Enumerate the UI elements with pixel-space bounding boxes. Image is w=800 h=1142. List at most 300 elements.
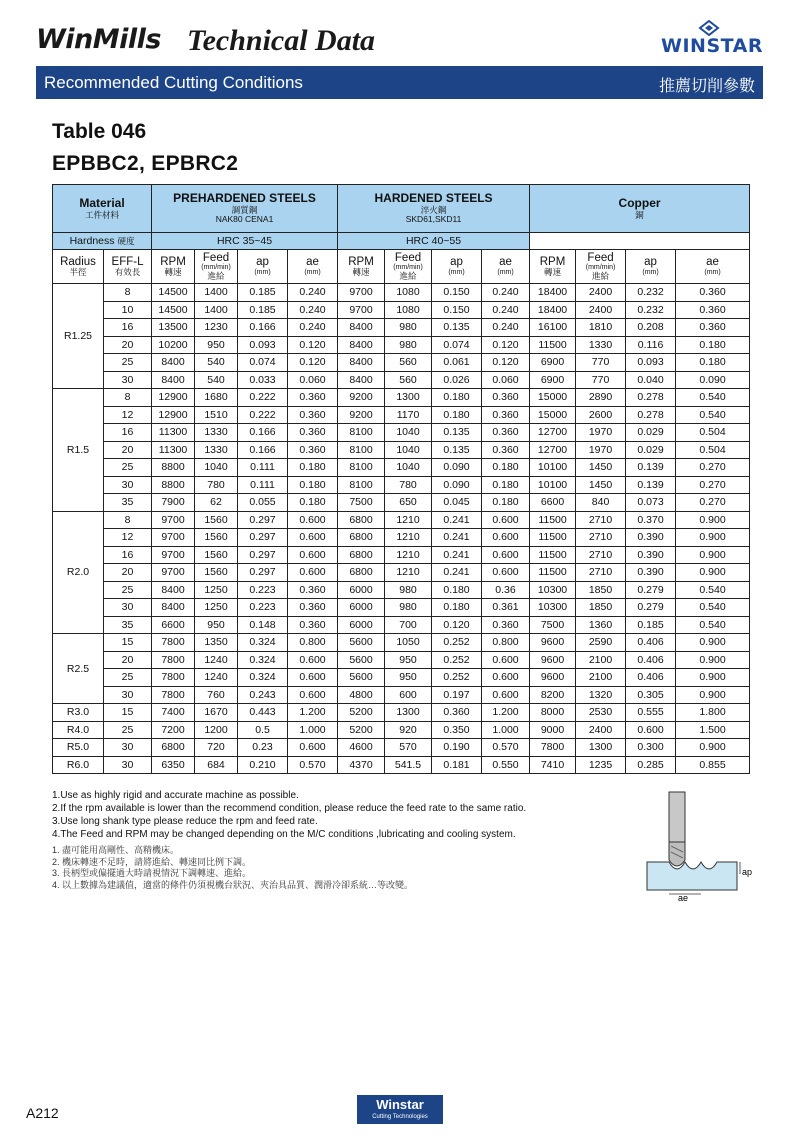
table-row — [53, 441, 750, 459]
value-cell: 2710 — [576, 546, 626, 564]
value-cell: 0.029 — [626, 441, 676, 459]
value-cell: 0.241 — [432, 529, 482, 547]
banner-title-cn: 推薦切削參數 — [658, 78, 755, 95]
value-cell: 0.116 — [626, 336, 676, 354]
value-cell: 0.240 — [288, 284, 338, 302]
value-cell: 0.241 — [432, 546, 482, 564]
value-cell: 1210 — [385, 564, 432, 582]
value-cell: 0.223 — [238, 599, 288, 617]
value-cell: 0.150 — [432, 301, 482, 319]
rpm-header: RPM 轉速 — [530, 250, 576, 284]
value-cell: 1850 — [576, 581, 626, 599]
value-cell: 0.600 — [288, 651, 338, 669]
value-cell: 7800 — [152, 651, 195, 669]
table-row — [53, 511, 750, 529]
value-cell: 0.061 — [432, 354, 482, 372]
value-cell: 0.855 — [676, 756, 750, 774]
value-cell: 12700 — [530, 441, 576, 459]
value-cell: 0.180 — [676, 354, 750, 372]
value-cell: 7410 — [530, 756, 576, 774]
value-cell: 0.360 — [482, 616, 530, 634]
value-cell: 5600 — [338, 669, 385, 687]
value-cell: 8400 — [338, 354, 385, 372]
value-cell: 0.222 — [238, 406, 288, 424]
value-cell: 0.324 — [238, 669, 288, 687]
note-line: 1.Use as highly rigid and accurate machine as possible. — [52, 790, 299, 801]
value-cell: 62 — [195, 494, 238, 512]
value-cell: 0.305 — [626, 686, 676, 704]
value-cell: 18400 — [530, 284, 576, 302]
value-cell: 1560 — [195, 546, 238, 564]
value-cell: 600 — [385, 686, 432, 704]
group-header-hardened: HARDENED STEELS 淬火鋼 SKD61,SKD11 — [338, 185, 530, 233]
ae-label: ae — [678, 893, 689, 902]
value-cell: 7800 — [152, 686, 195, 704]
value-cell: 1450 — [576, 476, 626, 494]
value-cell: 0.600 — [482, 511, 530, 529]
value-cell: 950 — [195, 336, 238, 354]
value-cell: 0.139 — [626, 459, 676, 477]
value-cell: 8100 — [338, 441, 385, 459]
radius-cell: R1.25 — [53, 284, 104, 389]
value-cell: 1040 — [385, 441, 432, 459]
value-cell: 4370 — [338, 756, 385, 774]
hardness-copper — [530, 233, 750, 250]
value-cell: 1300 — [576, 739, 626, 757]
value-cell: 0.600 — [288, 739, 338, 757]
value-cell: 1560 — [195, 564, 238, 582]
value-cell: 0.139 — [626, 476, 676, 494]
value-cell: 9700 — [338, 301, 385, 319]
value-cell: 8800 — [152, 476, 195, 494]
value-cell: 0.600 — [482, 669, 530, 687]
section-banner — [36, 66, 763, 99]
value-cell: 0.180 — [432, 406, 482, 424]
value-cell: 0.285 — [626, 756, 676, 774]
value-cell: 1810 — [576, 319, 626, 337]
value-cell: 2890 — [576, 389, 626, 407]
value-cell: 1240 — [195, 651, 238, 669]
value-cell: 0.033 — [238, 371, 288, 389]
value-cell: 0.540 — [676, 406, 750, 424]
value-cell: 6800 — [338, 529, 385, 547]
table-row — [53, 669, 750, 687]
value-cell: 0.555 — [626, 704, 676, 722]
value-cell: 0.900 — [676, 634, 750, 652]
value-cell: 0.324 — [238, 651, 288, 669]
radius-cell: R5.0 — [53, 739, 104, 757]
value-cell: 0.297 — [238, 511, 288, 529]
ap-label: ap — [742, 867, 753, 877]
value-cell: 0.055 — [238, 494, 288, 512]
value-cell: 8200 — [530, 686, 576, 704]
value-cell: 0.361 — [482, 599, 530, 617]
value-cell: 0.208 — [626, 319, 676, 337]
value-cell: 5200 — [338, 704, 385, 722]
effl-header: EFF-L 有效長 — [104, 250, 152, 284]
value-cell: 0.36 — [482, 581, 530, 599]
value-cell: 770 — [576, 354, 626, 372]
value-cell: 0.390 — [626, 529, 676, 547]
value-cell: 0.241 — [432, 564, 482, 582]
value-cell: 0.180 — [482, 494, 530, 512]
effl-cell: 8 — [104, 389, 152, 407]
value-cell: 9600 — [530, 651, 576, 669]
value-cell: 0.360 — [482, 424, 530, 442]
value-cell: 0.060 — [288, 371, 338, 389]
value-cell: 700 — [385, 616, 432, 634]
value-cell: 1210 — [385, 546, 432, 564]
value-cell: 0.550 — [482, 756, 530, 774]
value-cell: 6900 — [530, 371, 576, 389]
value-cell: 14500 — [152, 284, 195, 302]
value-cell: 0.900 — [676, 511, 750, 529]
effl-cell: 20 — [104, 336, 152, 354]
value-cell: 7900 — [152, 494, 195, 512]
value-cell: 0.570 — [288, 756, 338, 774]
value-cell: 1300 — [385, 704, 432, 722]
value-cell: 0.270 — [676, 494, 750, 512]
value-cell: 0.120 — [288, 354, 338, 372]
value-cell: 1250 — [195, 599, 238, 617]
value-cell: 0.600 — [288, 529, 338, 547]
value-cell: 1330 — [576, 336, 626, 354]
table-row — [53, 284, 750, 302]
effl-cell: 10 — [104, 301, 152, 319]
value-cell: 0.135 — [432, 424, 482, 442]
value-cell: 0.297 — [238, 529, 288, 547]
value-cell: 0.180 — [288, 459, 338, 477]
value-cell: 0.045 — [432, 494, 482, 512]
value-cell: 10100 — [530, 476, 576, 494]
value-cell: 1050 — [385, 634, 432, 652]
value-cell: 0.252 — [432, 669, 482, 687]
value-cell: 9700 — [152, 529, 195, 547]
page-number: A212 — [26, 1105, 59, 1121]
value-cell: 1.800 — [676, 704, 750, 722]
table-row — [53, 336, 750, 354]
ap-header: ap (mm) — [626, 250, 676, 284]
value-cell: 0.297 — [238, 564, 288, 582]
note-line-cn: 1. 盡可能用高剛性、高精機床。 — [52, 845, 180, 855]
note-line: 2.If the rpm available is lower than the recommend condition, please reduce the feed rate to the same ratio. — [52, 803, 527, 814]
value-cell: 11500 — [530, 529, 576, 547]
value-cell: 0.570 — [482, 739, 530, 757]
value-cell: 950 — [385, 651, 432, 669]
effl-cell: 16 — [104, 546, 152, 564]
value-cell: 9200 — [338, 389, 385, 407]
value-cell: 0.900 — [676, 529, 750, 547]
value-cell: 0.504 — [676, 441, 750, 459]
table-row — [53, 581, 750, 599]
value-cell: 0.600 — [482, 529, 530, 547]
value-cell: 6800 — [338, 546, 385, 564]
value-cell: 0.600 — [626, 721, 676, 739]
value-cell: 0.406 — [626, 669, 676, 687]
value-cell: 7800 — [152, 634, 195, 652]
value-cell: 0.270 — [676, 459, 750, 477]
cutting-diagram — [645, 790, 753, 902]
table-row — [53, 389, 750, 407]
value-cell: 1510 — [195, 406, 238, 424]
value-cell: 1350 — [195, 634, 238, 652]
value-cell: 0.166 — [238, 319, 288, 337]
value-cell: 0.406 — [626, 651, 676, 669]
value-cell: 4800 — [338, 686, 385, 704]
value-cell: 0.180 — [432, 581, 482, 599]
effl-cell: 35 — [104, 616, 152, 634]
value-cell: 0.240 — [482, 284, 530, 302]
value-cell: 1400 — [195, 284, 238, 302]
value-cell: 0.270 — [676, 476, 750, 494]
material-header: Material 工件材料 — [53, 185, 152, 233]
value-cell: 780 — [195, 476, 238, 494]
table-row — [53, 546, 750, 564]
value-cell: 0.090 — [432, 459, 482, 477]
value-cell: 5600 — [338, 651, 385, 669]
note-line-cn: 3. 長柄型或偏擺過大時請視情況下調轉速、進給。 — [52, 868, 252, 878]
value-cell: 0.074 — [432, 336, 482, 354]
value-cell: 1300 — [385, 389, 432, 407]
value-cell: 720 — [195, 739, 238, 757]
value-cell: 0.243 — [238, 686, 288, 704]
value-cell: 7500 — [530, 616, 576, 634]
value-cell: 1200 — [195, 721, 238, 739]
value-cell: 7800 — [152, 669, 195, 687]
table-row — [53, 424, 750, 442]
value-cell: 5600 — [338, 634, 385, 652]
value-cell: 0.240 — [288, 301, 338, 319]
hardness-label: Hardness 硬度 — [53, 233, 152, 250]
value-cell: 10100 — [530, 459, 576, 477]
value-cell: 0.540 — [676, 581, 750, 599]
note-line: 3.Use long shank type please reduce the rpm and feed rate. — [52, 816, 318, 827]
value-cell: 2710 — [576, 511, 626, 529]
value-cell: 1040 — [385, 424, 432, 442]
value-cell: 0.252 — [432, 651, 482, 669]
value-cell: 0.600 — [288, 686, 338, 704]
effl-cell: 16 — [104, 319, 152, 337]
table-row — [53, 406, 750, 424]
value-cell: 0.111 — [238, 459, 288, 477]
value-cell: 10200 — [152, 336, 195, 354]
value-cell: 0.540 — [676, 599, 750, 617]
rpm-header: RPM 轉速 — [152, 250, 195, 284]
value-cell: 0.297 — [238, 546, 288, 564]
ae-header: ae (mm) — [288, 250, 338, 284]
value-cell: 1210 — [385, 511, 432, 529]
value-cell: 1970 — [576, 441, 626, 459]
value-cell: 1680 — [195, 389, 238, 407]
value-cell: 6000 — [338, 599, 385, 617]
value-cell: 950 — [195, 616, 238, 634]
table-row — [53, 599, 750, 617]
value-cell: 15000 — [530, 389, 576, 407]
value-cell: 1235 — [576, 756, 626, 774]
effl-cell: 12 — [104, 529, 152, 547]
value-cell: 0.360 — [288, 389, 338, 407]
value-cell: 1450 — [576, 459, 626, 477]
ae-header: ae (mm) — [676, 250, 750, 284]
feed-header: Feed (mm/min) 進給 — [195, 250, 238, 284]
value-cell: 1.200 — [288, 704, 338, 722]
value-cell: 0.090 — [676, 371, 750, 389]
value-cell: 1210 — [385, 529, 432, 547]
radius-cell: R6.0 — [53, 756, 104, 774]
value-cell: 11500 — [530, 336, 576, 354]
value-cell: 8400 — [338, 319, 385, 337]
value-cell: 1330 — [195, 441, 238, 459]
value-cell: 1850 — [576, 599, 626, 617]
value-cell: 2400 — [576, 284, 626, 302]
value-cell: 0.600 — [288, 511, 338, 529]
value-cell: 0.029 — [626, 424, 676, 442]
value-cell: 12900 — [152, 406, 195, 424]
value-cell: 0.540 — [676, 389, 750, 407]
value-cell: 8400 — [152, 371, 195, 389]
value-cell: 0.360 — [482, 441, 530, 459]
value-cell: 0.900 — [676, 564, 750, 582]
footer-logo-text: Winstar — [376, 1097, 424, 1112]
value-cell: 4600 — [338, 739, 385, 757]
value-cell: 1250 — [195, 581, 238, 599]
value-cell: 0.504 — [676, 424, 750, 442]
value-cell: 2400 — [576, 721, 626, 739]
radius-cell: R1.5 — [53, 389, 104, 512]
page-header — [0, 0, 800, 66]
logo-mark-icon — [698, 20, 720, 36]
value-cell: 0.360 — [288, 581, 338, 599]
value-cell: 1.500 — [676, 721, 750, 739]
note-line-cn: 2. 機床轉速不足時，請將進給、轉速同比例下調。 — [52, 856, 252, 867]
table-number: Table 046 — [52, 120, 147, 143]
ap-header: ap (mm) — [238, 250, 288, 284]
radius-header: Radius 半徑 — [53, 250, 104, 284]
value-cell: 840 — [576, 494, 626, 512]
effl-cell: 30 — [104, 476, 152, 494]
value-cell: 0.240 — [482, 319, 530, 337]
value-cell: 0.135 — [432, 319, 482, 337]
value-cell: 6900 — [530, 354, 576, 372]
value-cell: 0.197 — [432, 686, 482, 704]
value-cell: 8400 — [152, 354, 195, 372]
value-cell: 0.185 — [238, 301, 288, 319]
value-cell: 0.120 — [288, 336, 338, 354]
value-cell: 0.252 — [432, 634, 482, 652]
value-cell: 6350 — [152, 756, 195, 774]
value-cell: 920 — [385, 721, 432, 739]
value-cell: 6000 — [338, 581, 385, 599]
value-cell: 0.090 — [432, 476, 482, 494]
value-cell: 1080 — [385, 301, 432, 319]
value-cell: 0.600 — [482, 564, 530, 582]
value-cell: 0.600 — [482, 546, 530, 564]
value-cell: 980 — [385, 336, 432, 354]
value-cell: 1560 — [195, 511, 238, 529]
value-cell: 0.5 — [238, 721, 288, 739]
effl-cell: 8 — [104, 511, 152, 529]
cutting-conditions-table — [52, 184, 750, 774]
value-cell: 5200 — [338, 721, 385, 739]
value-cell: 0.600 — [482, 651, 530, 669]
value-cell: 7800 — [530, 739, 576, 757]
value-cell: 11500 — [530, 546, 576, 564]
value-cell: 8400 — [338, 336, 385, 354]
value-cell: 1400 — [195, 301, 238, 319]
value-cell: 8800 — [152, 459, 195, 477]
effl-cell: 15 — [104, 634, 152, 652]
value-cell: 0.360 — [482, 406, 530, 424]
value-cell: 2100 — [576, 651, 626, 669]
value-cell: 0.180 — [482, 459, 530, 477]
effl-cell: 20 — [104, 441, 152, 459]
value-cell: 6800 — [338, 564, 385, 582]
value-cell: 9700 — [152, 511, 195, 529]
feed-header: Feed (mm/min) 進給 — [576, 250, 626, 284]
hardness-prehardened: HRC 35~45 — [152, 233, 338, 250]
value-cell: 1670 — [195, 704, 238, 722]
value-cell: 0.093 — [238, 336, 288, 354]
value-cell: 0.148 — [238, 616, 288, 634]
value-cell: 0.278 — [626, 389, 676, 407]
value-cell: 8400 — [152, 599, 195, 617]
value-cell: 0.240 — [482, 301, 530, 319]
table-row — [53, 371, 750, 389]
value-cell: 0.360 — [676, 319, 750, 337]
value-cell: 0.370 — [626, 511, 676, 529]
value-cell: 0.026 — [432, 371, 482, 389]
table-row — [53, 616, 750, 634]
value-cell: 7400 — [152, 704, 195, 722]
value-cell: 8400 — [152, 581, 195, 599]
value-cell: 560 — [385, 354, 432, 372]
value-cell: 0.360 — [288, 424, 338, 442]
value-cell: 0.093 — [626, 354, 676, 372]
value-cell: 0.900 — [676, 651, 750, 669]
table-row — [53, 756, 750, 774]
value-cell: 0.120 — [482, 336, 530, 354]
effl-cell: 15 — [104, 704, 152, 722]
value-cell: 1360 — [576, 616, 626, 634]
value-cell: 0.074 — [238, 354, 288, 372]
value-cell: 10300 — [530, 599, 576, 617]
feed-header: Feed (mm/min) 進給 — [385, 250, 432, 284]
document-title: Technical Data — [187, 24, 376, 57]
value-cell: 1080 — [385, 284, 432, 302]
value-cell: 0.111 — [238, 476, 288, 494]
ap-header: ap (mm) — [432, 250, 482, 284]
hardness-hardened: HRC 40~55 — [338, 233, 530, 250]
value-cell: 0.360 — [288, 599, 338, 617]
value-cell: 570 — [385, 739, 432, 757]
value-cell: 0.190 — [432, 739, 482, 757]
value-cell: 2710 — [576, 529, 626, 547]
value-cell: 684 — [195, 756, 238, 774]
value-cell: 760 — [195, 686, 238, 704]
value-cell: 0.540 — [676, 616, 750, 634]
value-cell: 0.360 — [676, 301, 750, 319]
table-row — [53, 319, 750, 337]
ae-header: ae (mm) — [482, 250, 530, 284]
value-cell: 9600 — [530, 634, 576, 652]
end-mill-icon — [669, 792, 685, 866]
value-cell: 980 — [385, 319, 432, 337]
winstar-logo — [660, 20, 764, 56]
effl-cell: 30 — [104, 371, 152, 389]
value-cell: 560 — [385, 371, 432, 389]
effl-cell: 30 — [104, 739, 152, 757]
value-cell: 1170 — [385, 406, 432, 424]
